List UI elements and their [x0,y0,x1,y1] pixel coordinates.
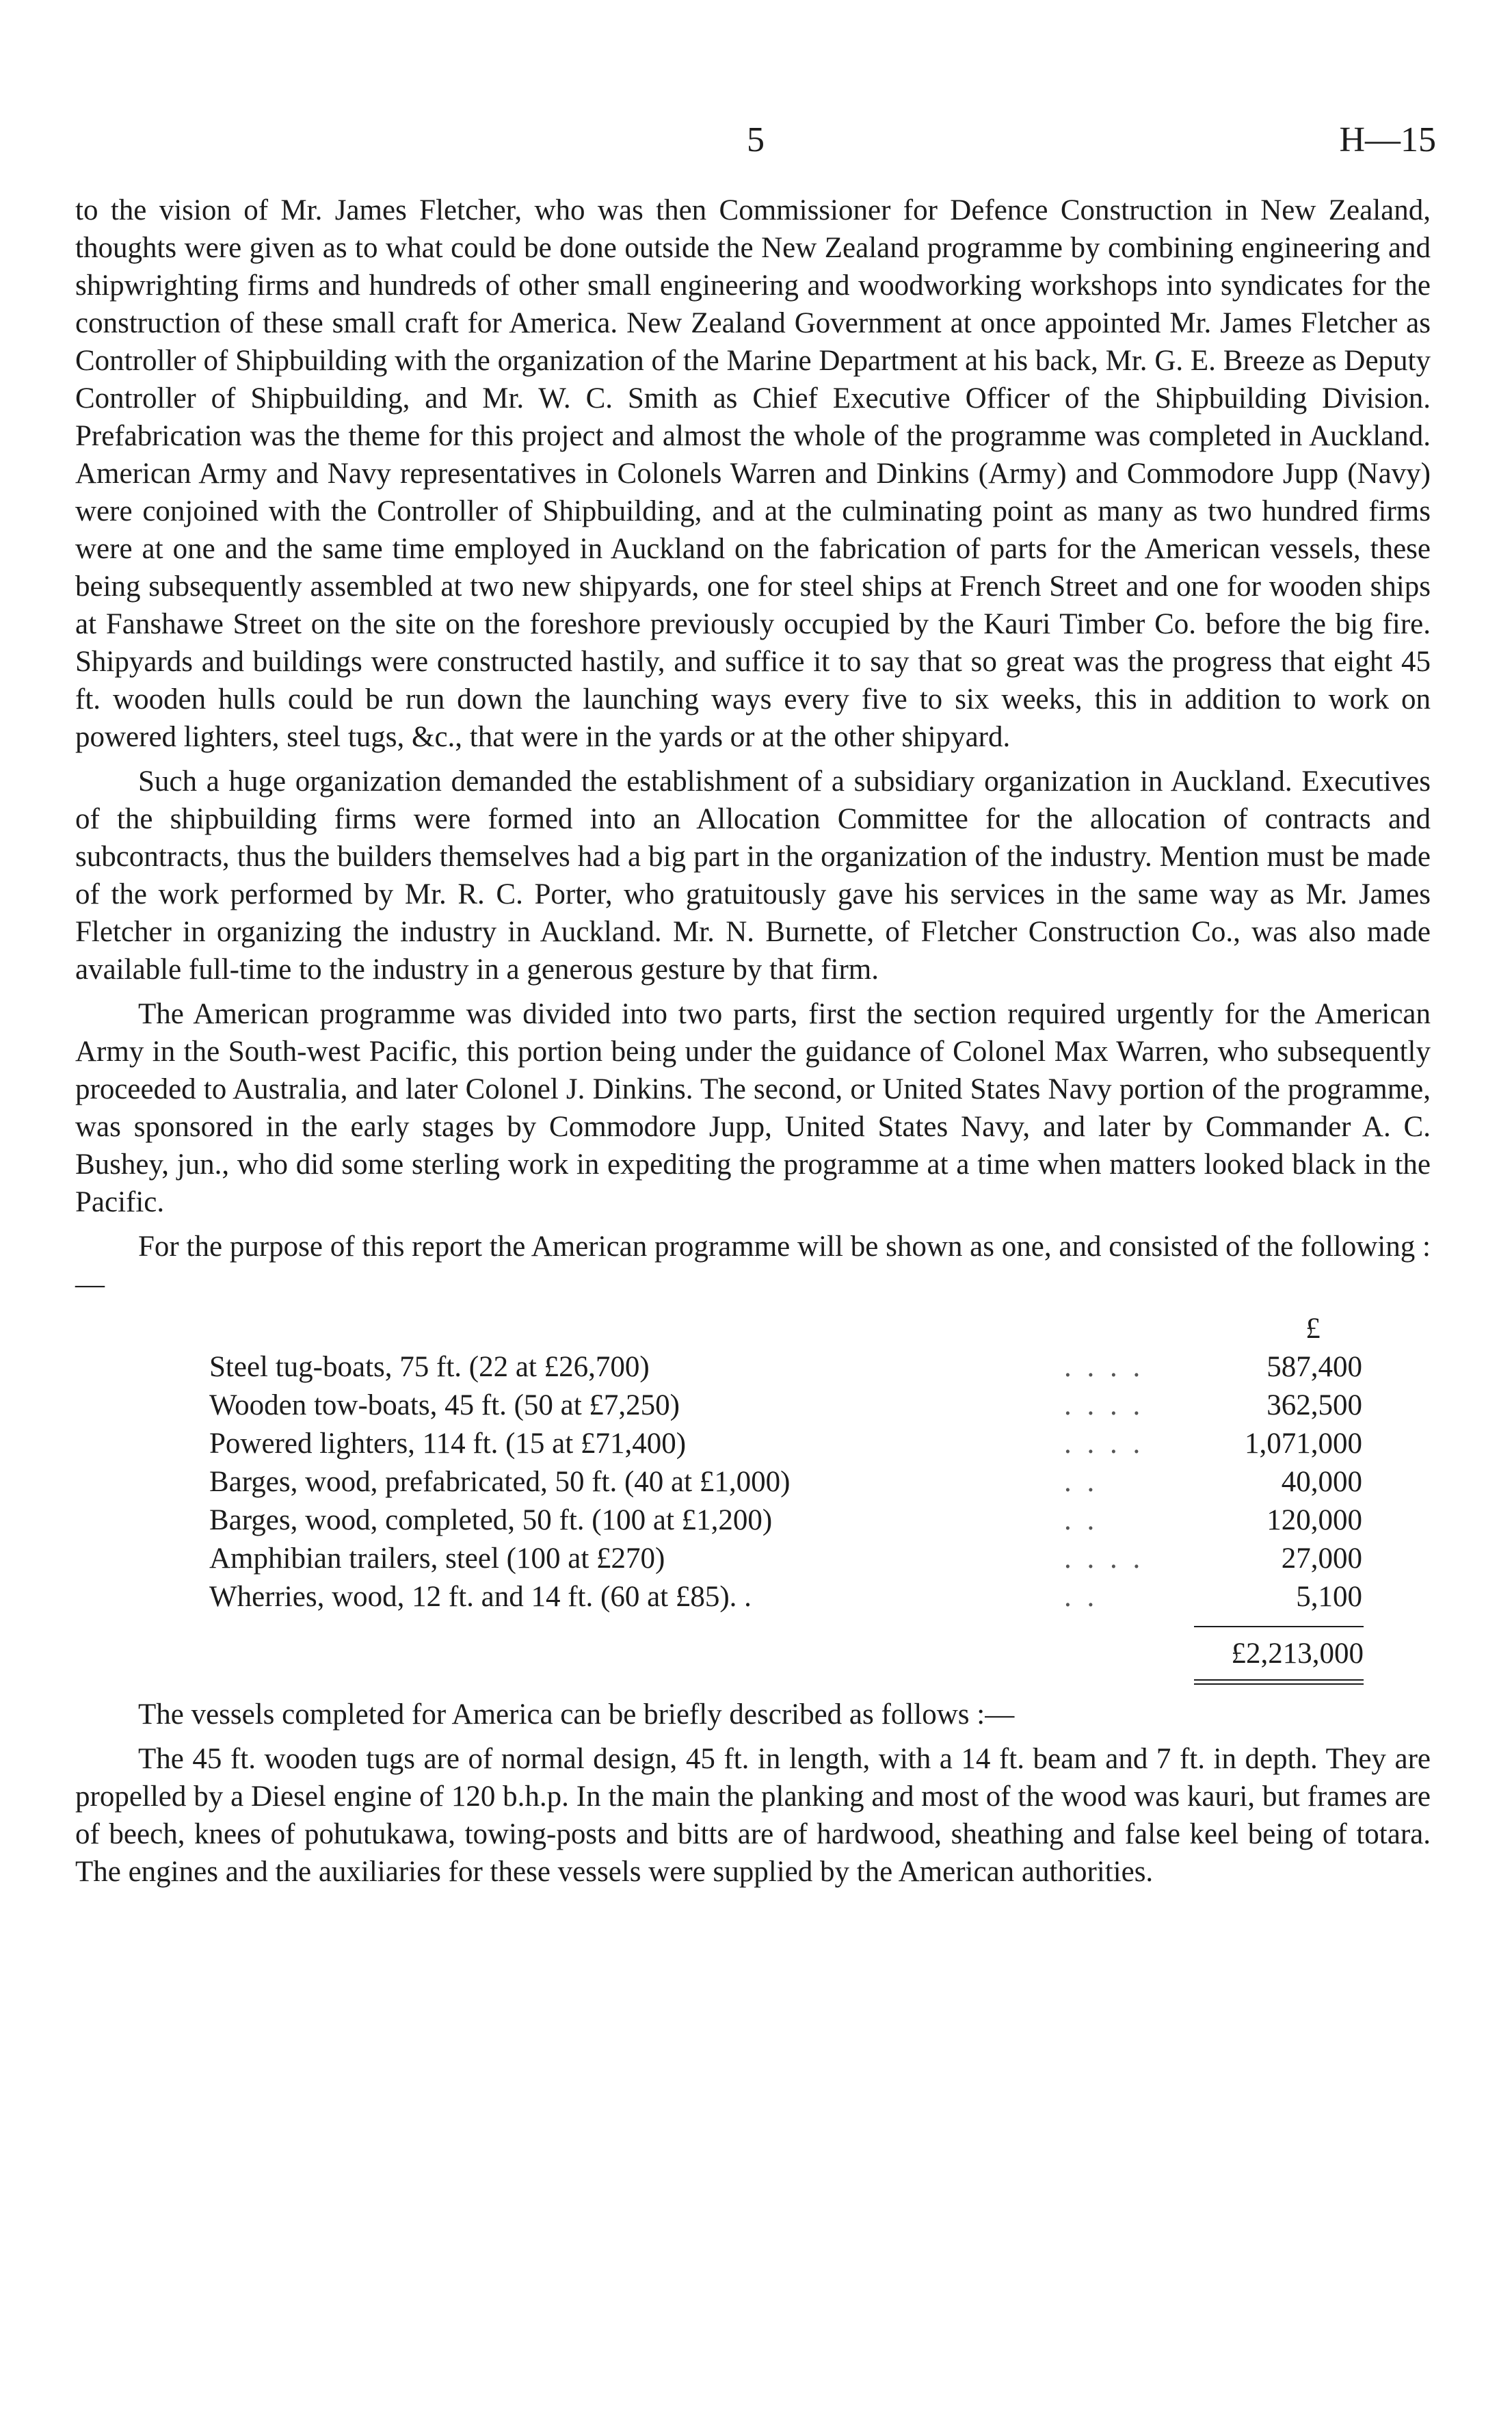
total-double-rule [1194,1679,1364,1685]
currency-column-header: £ [1305,1313,1321,1345]
row-description: Steel tug-boats, 75 ft. (22 at £26,700) [209,1351,650,1383]
table-row [209,1463,1362,1501]
row-description: Wooden tow-boats, 45 ft. (50 at £7,250) [209,1389,680,1421]
table-rows [209,1348,1362,1616]
row-leader-dots: . . . . [1064,1542,1145,1575]
paragraph: For the purpose of this report the American programme will be shown as one, and consisted of the following :— [75,1231,1431,1300]
row-value: 40,000 [1281,1466,1362,1498]
row-description: Barges, wood, completed, 50 ft. (100 at £1,200) [209,1504,773,1536]
page-number: 5 [747,120,765,159]
row-value: 362,500 [1266,1389,1362,1421]
paragraph: The vessels completed for America can be briefly described as follows :— [138,1698,1015,1731]
table-row [209,1425,1362,1463]
row-leader-dots: . . [1064,1504,1099,1536]
row-leader-dots: . . [1064,1581,1099,1613]
programme-table [75,1310,1431,1693]
row-leader-dots: . . . . [1064,1428,1145,1460]
page-header [75,116,1436,164]
row-leader-dots: . . . . [1064,1351,1145,1383]
paragraph: The 45 ft. wooden tugs are of normal design, 45 ft. in length, with a 14 ft. beam and 7 ft. in depth. They are propelled by a Diesel engine of 120 b.h.p. In the main the planking and most of the wood was kauri, but frames are of beech, knees of pohutukawa, towing-posts and bitts are of hardwood, sheathing and false keel being of totara. The engines and the auxiliaries for these vessels were supplied by the American authorities. [75,1743,1431,1888]
body-text [75,192,1431,1897]
paragraph: The American programme was divided into two parts, first the section required urgently for the American Army in the South-west Pacific, this portion being under the guidance of Colonel Max Warren, who subsequently proceeded to Australia, and later Colonel J. Dinkins. The second, or United States Navy portion of the programme, was sponsored in the early stages by Commodore Jupp, United States Navy, and later by Commander A. C. Bushey, jun., who did some sterling work in expediting the programme at a time when matters looked black in the Pacific. [75,998,1431,1218]
table-total: £2,213,000 [1231,1638,1364,1670]
paragraph: Such a huge organization demanded the establishment of a subsidiary organization in Auckland. Executives of the shipbuilding firms were formed into an Allocation Committee for the allocation of contracts and subcontracts, thus the builders themselves had a big part in the organization of the industry. Mention must be made of the work performed by Mr. R. C. Porter, who gratuitously gave his services in the same way as Mr. James Fletcher in organizing the industry in Auckland. Mr. N. Burnette, of Fletcher Construction Co., was also made available full-time to the industry in a generous gesture by that firm. [75,765,1431,986]
row-description: Powered lighters, 114 ft. (15 at £71,400) [209,1428,687,1460]
row-leader-dots: . . . . [1064,1389,1145,1421]
table-row [209,1540,1362,1578]
row-value: 587,400 [1266,1351,1362,1383]
row-description: Wherries, wood, 12 ft. and 14 ft. (60 at £85). . [209,1581,752,1613]
paragraph: to the vision of Mr. James Fletcher, who was then Commissioner for Defence Construction in New Zealand, thoughts were given as to what could be done outside the New Zealand programme by combining engineering and shipwrighting firms and hundreds of other small engineering and woodworking workshops into syndicates for the construction of these small craft for America. New Zealand Government at once appointed Mr. James Fletcher as Controller of Shipbuilding with the organization of the Marine Department at his back, Mr. G. E. Breeze as Deputy Controller of Shipbuilding, and Mr. W. C. Smith as Chief Executive Officer of the Shipbuilding Division. Prefabrication was the theme for this project and almost the whole of the programme was completed in Auckland. American Army and Navy representatives in Colonels Warren and Dinkins (Army) and Commodore Jupp (Navy) were conjoined with the Controller of Shipbuilding, and at the culminating point as many as two hundred firms were at one and the same time employed in Auckland on the fabrication of parts for the American vessels, these being subsequently assembled at two new shipyards, one for steel ships at French Street and one for wooden ships at Fanshawe Street on the site on the foreshore previously occupied by the Kauri Timber Co. before the big fire. Shipyards and buildings were constructed hastily, and suffice it to say that so great was the progress that eight 45 ft. wooden hulls could be run down the launching ways every five to six weeks, this in addition to work on powered lighters, steel tugs, &c., that were in the yards or at the other shipyard. [75,194,1431,753]
table-row [209,1578,1362,1616]
row-value: 120,000 [1266,1504,1362,1536]
sum-rule [1194,1626,1364,1627]
document-code: H—15 [1339,120,1436,159]
row-value: 27,000 [1281,1542,1362,1575]
row-description: Barges, wood, prefabricated, 50 ft. (40 at £1,000) [209,1466,791,1498]
row-leader-dots: . . [1064,1466,1099,1498]
table-row [209,1501,1362,1540]
row-description: Amphibian trailers, steel (100 at £270) [209,1542,665,1575]
row-value: 5,100 [1296,1581,1362,1613]
row-value: 1,071,000 [1245,1428,1362,1460]
table-row [209,1387,1362,1425]
table-row [209,1348,1362,1387]
